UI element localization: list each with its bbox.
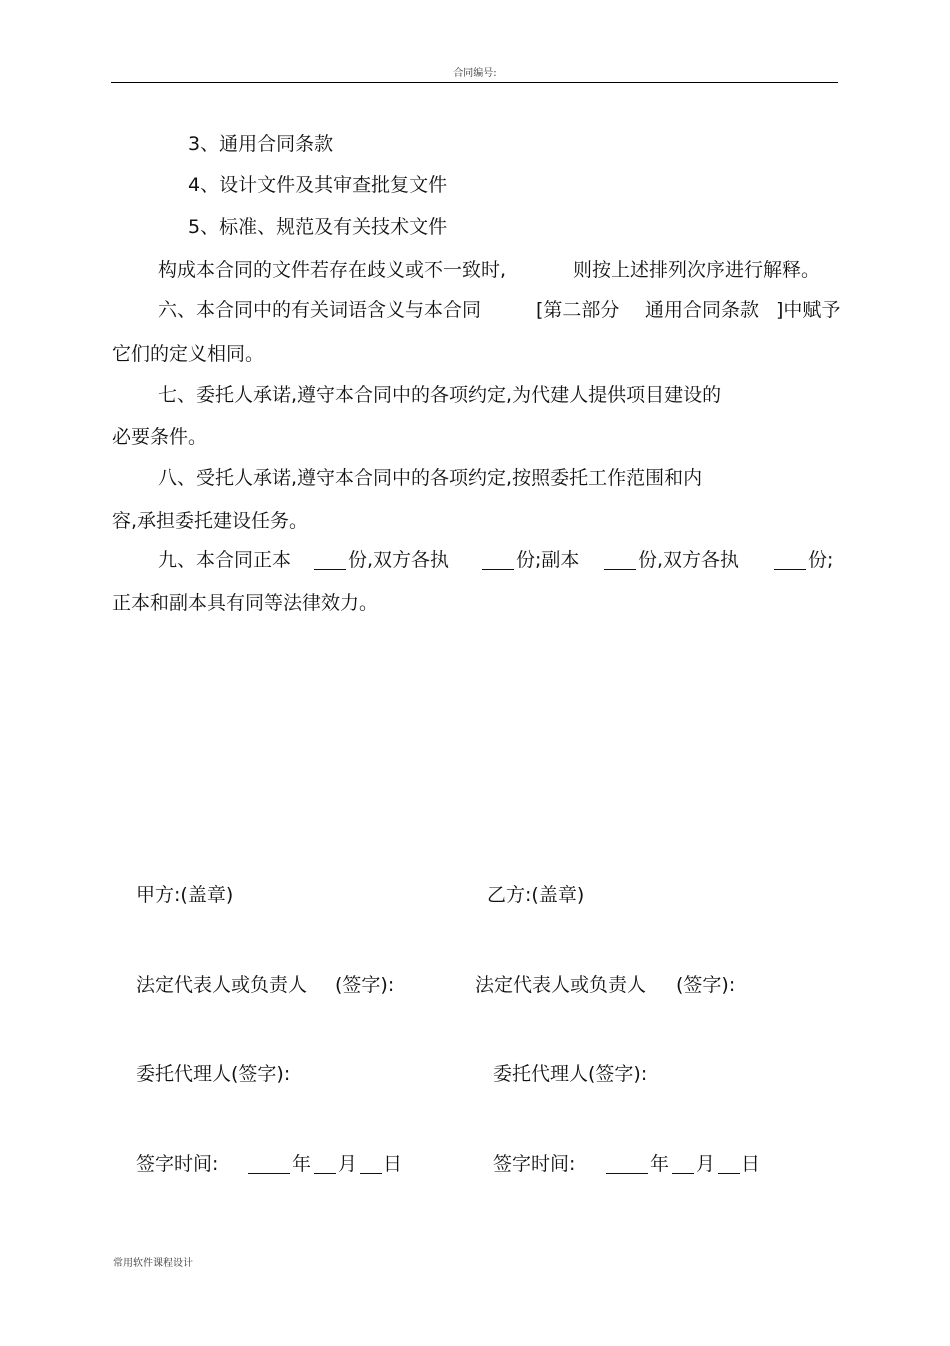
clause-9-b: 份,双方各执 xyxy=(348,549,450,571)
party-b-day-blank[interactable] xyxy=(718,1155,740,1174)
party-a-year: 年 xyxy=(292,1153,312,1175)
order-line-b: 则按上述排列次序进行解释。 xyxy=(573,259,821,281)
party-b-year-blank[interactable] xyxy=(606,1155,648,1174)
party-b-day: 日 xyxy=(741,1153,761,1175)
party-a-time-label: 签字时间: xyxy=(136,1153,219,1175)
blank-copy-count[interactable] xyxy=(604,551,636,570)
party-a-seal: 甲方:(盖章) xyxy=(136,884,234,906)
clause-9-cont: 正本和副本具有同等法律效力。 xyxy=(112,592,379,614)
party-a-month-blank[interactable] xyxy=(314,1155,336,1174)
item-5: 5、标准、规范及有关技术文件 xyxy=(188,216,448,238)
blank-original-each[interactable] xyxy=(482,551,514,570)
clause-6-cont: 它们的定义相同。 xyxy=(112,343,265,365)
party-b-seal: 乙方:(盖章) xyxy=(487,884,585,906)
party-a-day-blank[interactable] xyxy=(360,1155,382,1174)
clause-6-c: 通用合同条款 xyxy=(645,299,760,321)
clause-9-c: 份;副本 xyxy=(516,549,580,571)
party-b-agent: 委托代理人(签字): xyxy=(493,1063,648,1085)
clause-8-cont: 容,承担委托建设任务。 xyxy=(112,510,309,532)
blank-copy-each[interactable] xyxy=(774,551,806,570)
footer-text: 常用软件课程设计 xyxy=(113,1258,193,1269)
clause-9-d: 份,双方各执 xyxy=(638,549,740,571)
contract-number-label: 合同编号: xyxy=(453,68,497,79)
clause-6-a: 六、本合同中的有关词语含义与本合同 xyxy=(158,299,482,321)
party-a-year-blank[interactable] xyxy=(248,1155,290,1174)
party-b-legal-rep-sign: (签字): xyxy=(676,974,736,996)
party-b-month-blank[interactable] xyxy=(672,1155,694,1174)
header-rule xyxy=(111,82,838,83)
item-3: 3、通用合同条款 xyxy=(188,133,334,155)
party-a-legal-rep: 法定代表人或负责人 xyxy=(136,974,308,996)
order-line-a: 构成本合同的文件若存在歧义或不一致时, xyxy=(158,259,507,281)
party-a-legal-rep-sign: (签字): xyxy=(335,974,395,996)
party-b-legal-rep: 法定代表人或负责人 xyxy=(475,974,647,996)
clause-9-e: 份; xyxy=(808,549,834,571)
clause-6-d: ]中赋予 xyxy=(776,299,841,321)
clause-7-cont: 必要条件。 xyxy=(112,426,208,448)
party-a-day: 日 xyxy=(383,1153,403,1175)
clause-9-a: 九、本合同正本 xyxy=(158,549,292,571)
party-a-agent: 委托代理人(签字): xyxy=(136,1063,291,1085)
blank-original-count[interactable] xyxy=(314,551,346,570)
party-b-time-label: 签字时间: xyxy=(493,1153,576,1175)
party-a-month: 月 xyxy=(338,1153,358,1175)
clause-6-b: [第二部分 xyxy=(536,299,620,321)
party-b-month: 月 xyxy=(696,1153,716,1175)
clause-8: 八、受托人承诺,遵守本合同中的各项约定,按照委托工作范围和内 xyxy=(158,467,703,489)
item-4: 4、设计文件及其审查批复文件 xyxy=(188,174,448,196)
clause-7: 七、委托人承诺,遵守本合同中的各项约定,为代建人提供项目建设的 xyxy=(158,384,722,406)
party-b-year: 年 xyxy=(650,1153,670,1175)
